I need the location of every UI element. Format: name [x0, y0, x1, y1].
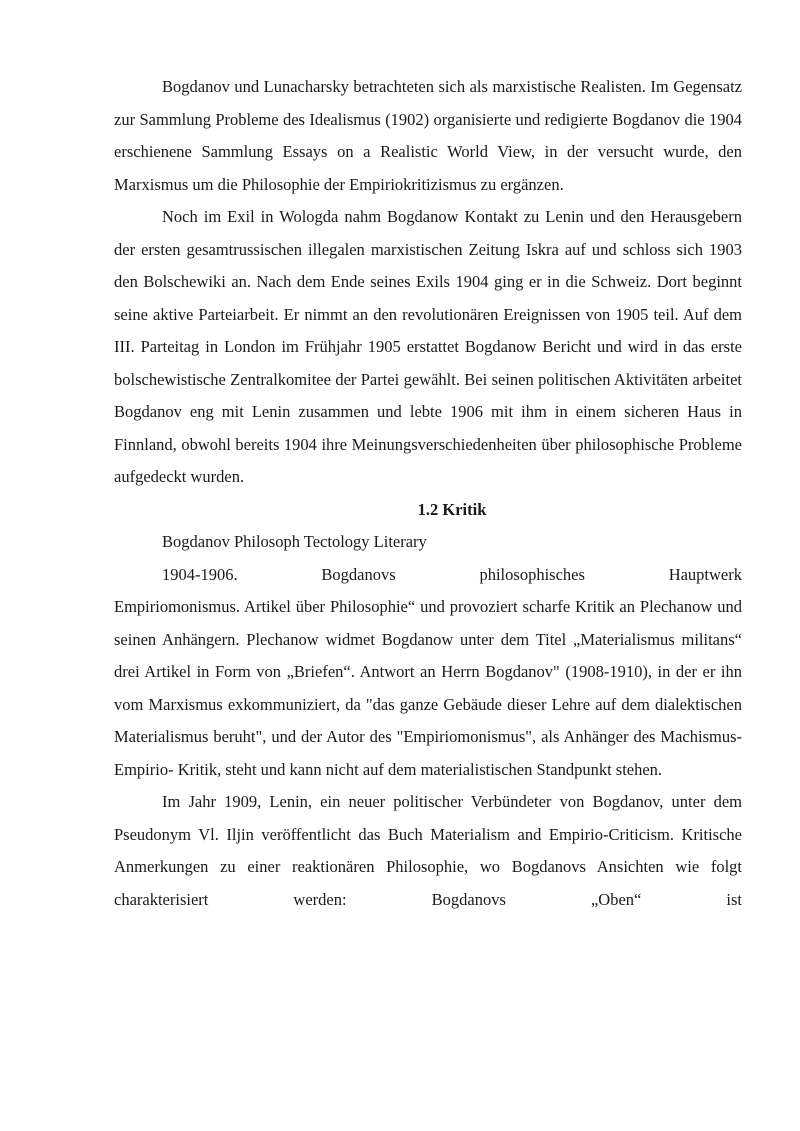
section-heading: 1.2 Kritik — [417, 499, 487, 519]
paragraph-lenin-book: Im Jahr 1909, Lenin, ein neuer politischer Verbündeter von Bogdanov, unter dem Pseudonym Vl. Iljin veröffentlicht das Buch Materialism and Empirio-Criticism. Kritische Anmerkungen zu einer reaktionären Philosophie, wo Bogdanovs Ansichten wie folgt charakterisiert werden: Bogdanovs „Oben“ ist — [114, 792, 742, 909]
paragraph-realists: Bogdanov und Lunacharsky betrachteten sich als marxistische Realisten. Im Gegensatz zur Sammlung Probleme des Idealismus (1902) organisierte und redigierte Bogdanov die 1904 erschienene Sammlung Essays on a Realistic World View, in der versucht wurde, den Marxismus um die Philosophie der Empiriokritizismus zu ergänzen. — [114, 77, 742, 194]
paragraph-keywords: Bogdanov Philosoph Tectology Literary — [162, 532, 427, 551]
paragraph-main-work: Empiriomonismus. Artikel über Philosophie“ und provoziert scharfe Kritik an Plechanow und seinen Anhängern. Plechanow widmet Bogdanow unter dem Titel „Materialismus militans“ drei Artikel in Form von „Briefen“. Antwort an Herrn Bogdanov" (1908-1910), in der er ihn vom Marxismus exkommuniziert, da "das ganze Gebäude dieser Lehre auf dem dialektischen Materialismus beruht", und der Autor des "Empiriomonismus", als Anhänger des Machismus-Empirio- Kritik, steht und kann nicht auf dem materialistischen Standpunkt stehen. — [114, 597, 742, 779]
paragraph-exile: Noch im Exil in Wologda nahm Bogdanow Kontakt zu Lenin und den Herausgebern der ersten gesamtrussischen illegalen marxistischen Zeitung Iskra auf und schloss sich 1903 den Bolschewiki an. Nach dem Ende seines Exils 1904 ging er in die Schweiz. Dort beginnt seine aktive Parteiarbeit. Er nimmt an den revolutionären Ereignissen von 1905 teil. Auf dem III. Parteitag in London im Frühjahr 1905 erstattet Bogdanow Bericht und wird in das erste bolschewistische Zentralkomitee der Partei gewählt. Bei seinen politischen Aktivitäten arbeitet Bogdanov eng mit Lenin zusammen und lebte 1906 mit ihm in einem sicheren Haus in Finnland, obwohl bereits 1904 ihre Meinungsverschiedenheiten über philosophische Probleme aufgedeckt wurden. — [114, 207, 742, 486]
paragraph-main-work-line1: 1904-1906. Bogdanovs philosophisches Hauptwerk — [162, 564, 742, 584]
document-page — [114, 71, 742, 916]
